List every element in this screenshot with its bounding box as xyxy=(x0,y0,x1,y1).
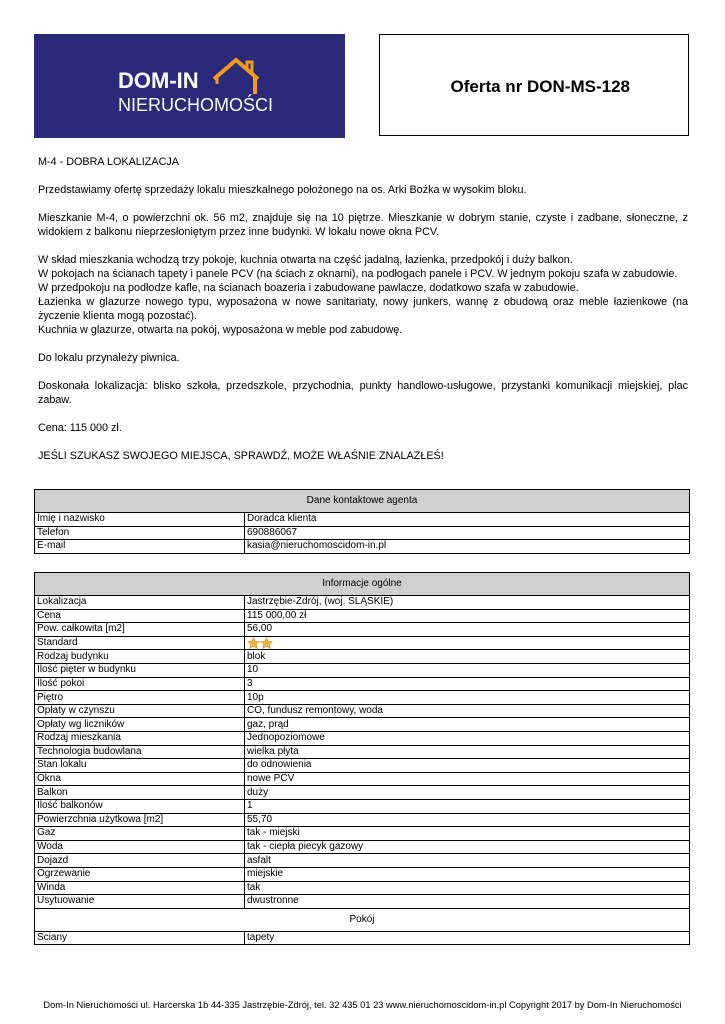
info-field-value: Jednopoziomowe xyxy=(245,731,690,745)
table-row xyxy=(35,677,690,691)
info-field-label: Standard xyxy=(35,636,245,650)
offer-number-box xyxy=(379,34,689,136)
info-field-label: Pow. całkowita [m2] xyxy=(35,623,245,637)
info-field-label: Stan lokalu xyxy=(35,759,245,773)
table-row xyxy=(35,786,690,800)
info-field-label: Rodzaj budynku xyxy=(35,650,245,664)
info-field-value: 3 xyxy=(245,677,690,691)
info-field-value: 1 xyxy=(245,799,690,813)
table-row xyxy=(35,745,690,759)
info-field-value: duży xyxy=(245,786,690,800)
info-field-label: Opłaty wg liczników xyxy=(35,718,245,732)
info-field-label: Woda xyxy=(35,840,245,854)
page-footer: Dom-In Nieruchomości ul. Harcerska 1b 44-335 Jastrzębie-Zdrój, tel. 32 435 01 23 www.nieruchomoscidom-in.pl Copyright 2017 by Dom-In Nieruchomości xyxy=(43,1000,682,1010)
info-field-value: tak xyxy=(245,881,690,895)
company-logo xyxy=(34,34,345,138)
table-row xyxy=(35,867,690,881)
table-row xyxy=(35,731,690,745)
price-line: Cena: 115 000 zł. xyxy=(38,422,122,434)
description-paragraph: Kuchnia w glazurze, otwarta na pokój, wyposażona w meble pod zabudowę. xyxy=(38,324,403,336)
info-field-value: asfalt xyxy=(245,854,690,868)
table-row xyxy=(35,540,690,554)
description-paragraph: W przedpokoju na podłodze kafle, na ścianach boazeria i zabudowane pawlacze, dodatkowo szafa w zabudowie. xyxy=(38,282,579,294)
star-icon xyxy=(260,637,273,649)
info-field-value: miejskie xyxy=(245,867,690,881)
agent-table-title: Dane kontaktowe agenta xyxy=(35,490,690,513)
agent-field-value: Doradca klienta xyxy=(245,513,690,527)
info-field-label: Ilość pięter w budynku xyxy=(35,664,245,678)
info-field-value: dwustronne xyxy=(245,895,690,909)
table-row xyxy=(35,650,690,664)
description-paragraph: Łazienka w glazurze nowego typu, wyposażona w nowe sanitariaty, nowy junkers, wannę z obudową oraz meble łazienkowe (na życzenie klienta mogą pozostać). xyxy=(38,296,688,322)
table-row xyxy=(35,759,690,773)
table-row xyxy=(35,704,690,718)
logo-line2: NIERUCHOMOŚCI xyxy=(118,95,274,115)
description-paragraph: Do lokalu przynależy piwnica. xyxy=(38,352,180,364)
info-table-title: Informacje ogólne xyxy=(35,573,690,596)
info-field-label: Piętro xyxy=(35,691,245,705)
room-field-value: tapety xyxy=(245,931,690,945)
table-row xyxy=(35,718,690,732)
offer-title: Oferta nr DON-MS-128 xyxy=(450,77,630,96)
info-field-label: Rodzaj mieszkania xyxy=(35,731,245,745)
description-section xyxy=(38,155,688,463)
info-field-value: blok xyxy=(245,650,690,664)
table-row xyxy=(35,799,690,813)
info-field-value: 56,00 xyxy=(245,623,690,637)
info-field-label: Powierzchnia użytkowa [m2] xyxy=(35,813,245,827)
logo-graphic xyxy=(34,34,345,138)
info-field-label: Lokalizacja xyxy=(35,596,245,610)
room-table-title: Pokój xyxy=(35,908,690,931)
table-row xyxy=(35,596,690,610)
table-row xyxy=(35,664,690,678)
agent-field-value: 690886067 xyxy=(245,526,690,540)
info-field-value: Jastrzębie-Zdrój, (woj. ŚLĄSKIE) xyxy=(245,596,690,610)
slogan-line: JEŚLI SZUKASZ SWOJEGO MIEJSCA, SPRAWDŹ, MOŻE WŁAŚNIE ZNALAZŁEŚ! xyxy=(38,450,444,462)
description-paragraph: W skład mieszkania wchodzą trzy pokoje, kuchnia otwarta na część jadalną, łazienka, przedpokój i duży balkon. xyxy=(38,254,573,266)
info-field-label: Gaz xyxy=(35,827,245,841)
description-paragraph: Doskonała lokalizacja: blisko szkoła, przedszkole, przychodnia, punkty handlowo-usługowe, przystanki komunikacji miejskiej, plac zabaw. xyxy=(38,380,688,406)
info-field-value: 115 000,00 zł xyxy=(245,609,690,623)
standard-rating xyxy=(245,636,690,650)
table-row xyxy=(35,881,690,895)
info-field-label: Balkon xyxy=(35,786,245,800)
logo-line1: DOM-IN xyxy=(118,68,199,93)
info-field-value: 55,70 xyxy=(245,813,690,827)
description-paragraph: Mieszkanie M-4, o powierzchni ok. 56 m2, znajduje się na 10 piętrze. Mieszkanie w dobrym stanie, czyste i zadbane, słoneczne, z widokiem z balkonu nieprzesłoniętym przez inne budynki. W lokalu nowe okna PCV. xyxy=(38,212,688,238)
info-field-label: Ogrzewanie xyxy=(35,867,245,881)
general-info-table xyxy=(34,572,690,945)
info-field-label: Dojazd xyxy=(35,854,245,868)
info-field-label: Technologia budowlana xyxy=(35,745,245,759)
info-field-label: Okna xyxy=(35,772,245,786)
info-field-label: Usytuowanie xyxy=(35,895,245,909)
info-field-value: 10 xyxy=(245,664,690,678)
table-row xyxy=(35,931,690,945)
info-field-value: 10p xyxy=(245,691,690,705)
info-field-value: nowe PCV xyxy=(245,772,690,786)
info-field-value: wielka płyta xyxy=(245,745,690,759)
info-field-value: gaz, prąd xyxy=(245,718,690,732)
info-field-value: do odnowienia xyxy=(245,759,690,773)
table-row xyxy=(35,609,690,623)
table-row xyxy=(35,813,690,827)
table-row xyxy=(35,895,690,909)
agent-field-label: Imię i nazwisko xyxy=(35,513,245,527)
agent-field-label: E-mail xyxy=(35,540,245,554)
info-field-value: tak - miejski xyxy=(245,827,690,841)
description-paragraph: Przedstawiamy ofertę sprzedaży lokalu mieszkalnego położonego na os. Arki Bożka w wysokim bloku. xyxy=(38,184,527,196)
star-icon xyxy=(247,637,260,649)
table-row xyxy=(35,691,690,705)
info-field-value: tak - ciepła piecyk gazowy xyxy=(245,840,690,854)
agent-contact-table xyxy=(34,489,690,554)
agent-field-value: kasia@nieruchomoscidom-in.pl xyxy=(245,540,690,554)
room-field-label: Ściany xyxy=(35,931,245,945)
info-field-label: Cena xyxy=(35,609,245,623)
info-field-label: Opłaty w czynszu xyxy=(35,704,245,718)
table-row xyxy=(35,513,690,527)
description-paragraph: W pokojach na ścianach tapety i panele PCV (na ściach z oknami), na podłogach panele i PCV. W jednym pokoju szafa w zabudowie. xyxy=(38,268,678,280)
table-row xyxy=(35,526,690,540)
info-field-label: Winda xyxy=(35,881,245,895)
table-row xyxy=(35,827,690,841)
info-field-label: Ilość pokoi xyxy=(35,677,245,691)
info-field-value: CO, fundusz remontowy, woda xyxy=(245,704,690,718)
agent-field-label: Telefon xyxy=(35,526,245,540)
table-row xyxy=(35,636,690,650)
table-row xyxy=(35,840,690,854)
info-field-label: Ilość balkonów xyxy=(35,799,245,813)
table-row xyxy=(35,623,690,637)
table-row xyxy=(35,772,690,786)
description-heading: M-4 - DOBRA LOKALIZACJA xyxy=(38,156,179,168)
table-row xyxy=(35,854,690,868)
